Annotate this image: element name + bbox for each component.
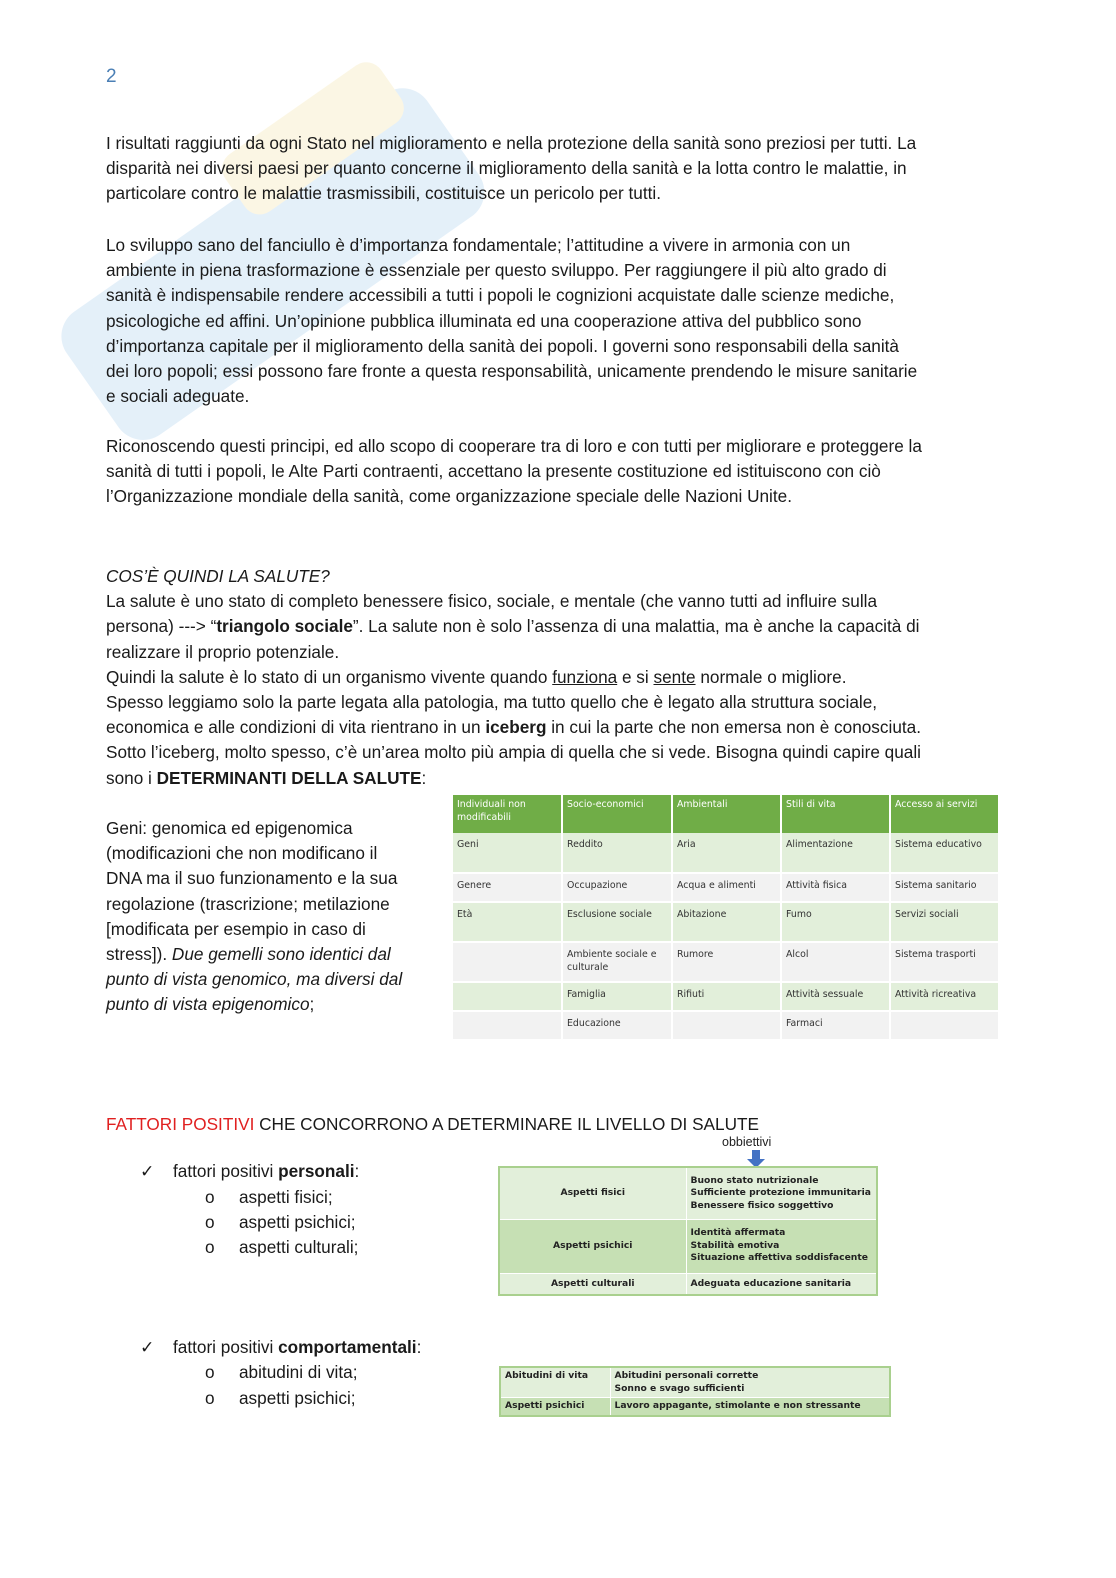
table-row	[499, 1219, 877, 1273]
checkmark-icon: ✓	[140, 1161, 155, 1181]
checkmark-icon: ✓	[140, 1337, 155, 1357]
table-row	[500, 1398, 890, 1416]
geni-text	[106, 816, 436, 1018]
table-row	[453, 873, 999, 902]
table-cell	[890, 1011, 999, 1040]
table-row	[500, 1367, 890, 1398]
table-cell: Genere	[453, 873, 562, 902]
table-cell: Farmaci	[781, 1011, 890, 1040]
table-cell	[453, 1011, 562, 1040]
table-header-cell: Accesso ai servizi	[890, 795, 999, 833]
table-cell: Aspetti fisici	[499, 1167, 686, 1219]
text-line: realizzare il proprio potenziale.	[106, 641, 340, 662]
table-cell: Adeguata educazione sanitaria	[686, 1273, 877, 1295]
page-number: 2	[106, 66, 117, 87]
text-line: particolare contro le malattie trasmissibili, costituisce un pericolo per tutti.	[106, 183, 662, 204]
bullet-icon: o	[205, 1388, 215, 1408]
text-line: dei loro popoli; essi possono fare fronte a questa responsabilità, unicamente prendendo le misure sanitarie	[106, 361, 918, 382]
text-line: sanità di tutti i popoli, le Alte Parti contraenti, accettano la presente costituzione ed istituiscono con ciò	[106, 461, 881, 482]
text-line: Quindi la salute è lo stato di un organismo vivente quando funziona e si sente normale o migliore.	[106, 666, 847, 687]
table-cell: Educazione	[562, 1011, 672, 1040]
text-line: La salute è uno stato di completo benessere fisico, sociale, e mentale (che vanno tutti ad influire sulla	[106, 591, 878, 612]
table-cell: Identità affermata Stabilità emotiva Situazione affettiva soddisfacente	[686, 1219, 877, 1273]
checklist-item-comportamentali: ✓ fattori positivi comportamentali:	[140, 1337, 422, 1357]
table-cell: Rifiuti	[672, 982, 781, 1011]
text-line: Spesso leggiamo solo la parte legata alla patologia, ma tutto quello che è legato alla struttura sociale,	[106, 692, 878, 713]
table-header-cell: Stili di vita	[781, 795, 890, 833]
table-cell: Abitudini personali corrette Sonno e svago sufficienti	[610, 1367, 890, 1398]
text-line: I risultati raggiunti da ogni Stato nel miglioramento e nella protezione della sanità sono preziosi per tutti. La	[106, 133, 917, 153]
table-cell: Abitudini di vita	[500, 1367, 610, 1398]
table-cell: Acqua e alimenti	[672, 873, 781, 902]
table-cell: Sistema educativo	[890, 833, 999, 873]
table-cell: Lavoro appagante, stimolante e non stressante	[610, 1398, 890, 1416]
text-line: Geni: genomica ed epigenomica	[106, 818, 353, 838]
determinants-table	[453, 795, 1000, 1041]
table-cell: Abitazione	[672, 902, 781, 942]
text-line: l’Organizzazione mondiale della sanità, come organizzazione speciale delle Nazioni Unite.	[106, 486, 792, 507]
paragraph-3	[106, 434, 1006, 510]
text-line: economica e alle condizioni di vita rientrano in un iceberg in cui la parte che non emersa non è conosciuta.	[106, 717, 921, 738]
table-cell: Attività sessuale	[781, 982, 890, 1011]
table-cell: Attività fisica	[781, 873, 890, 902]
table-header-cell: Socio-economici	[562, 795, 672, 833]
list-item: o abitudini di vita;	[205, 1362, 358, 1382]
obiettivi-label: obbiettivi	[722, 1135, 772, 1149]
table-cell	[672, 1011, 781, 1040]
text-line: e sociali adeguate.	[106, 386, 250, 407]
text-line: punto di vista epigenomico;	[106, 994, 315, 1015]
bullet-icon: o	[205, 1237, 215, 1257]
text-line: DNA ma il suo funzionamento e la sua	[106, 868, 398, 889]
table-row	[499, 1167, 877, 1219]
text-line: sono i DETERMINANTI DELLA SALUTE:	[106, 767, 427, 788]
table-cell: Famiglia	[562, 982, 672, 1011]
list-item: o aspetti psichici;	[205, 1212, 356, 1232]
list-item: o aspetti culturali;	[205, 1237, 359, 1257]
bullet-icon: o	[205, 1187, 215, 1207]
table-cell: Aspetti psichici	[499, 1219, 686, 1273]
table-cell: Aspetti culturali	[499, 1273, 686, 1295]
text-line: ambiente in piena trasformazione è essenziale per questo sviluppo. Per raggiungere il più alto grado di	[106, 260, 887, 281]
table-row	[453, 833, 999, 873]
checklist-item-personali: ✓ fattori positivi personali:	[140, 1161, 360, 1181]
text-line: (modificazioni che non modificano il	[106, 843, 378, 864]
text-line: disparità nei diversi paesi per quanto concerne il miglioramento della sanità e la lotta contro le malattie, in	[106, 158, 907, 179]
paragraph-1	[106, 131, 1006, 207]
table-cell: Buono stato nutrizionale Sufficiente protezione immunitaria Benessere fisico soggettivo	[686, 1167, 877, 1219]
table-cell: Rumore	[672, 942, 781, 982]
table-row	[453, 982, 999, 1011]
table-row	[453, 942, 999, 982]
table-cell	[453, 942, 562, 982]
table-header-cell: Individuali non modificabili	[453, 795, 562, 833]
salute-section	[106, 564, 1006, 791]
table-header-cell: Ambientali	[672, 795, 781, 833]
table-cell: Aspetti psichici	[500, 1398, 610, 1416]
table-cell: Ambiente sociale e culturale	[562, 942, 672, 982]
table-cell: Aria	[672, 833, 781, 873]
list-item: o aspetti psichici;	[205, 1388, 356, 1408]
text-line: Sotto l’iceberg, molto spesso, c’è un’area molto più ampia di quella che si vede. Bisogna quindi capire quali	[106, 742, 921, 763]
fattori-heading-red: FATTORI POSITIVI	[106, 1114, 255, 1134]
table-row	[453, 902, 999, 942]
bullet-icon: o	[205, 1212, 215, 1232]
behavior-factors-table	[499, 1366, 891, 1417]
table-cell: Esclusione sociale	[562, 902, 672, 942]
fattori-heading: FATTORI POSITIVI CHE CONCORRONO A DETERMINARE IL LIVELLO DI SALUTE	[106, 1114, 759, 1134]
text-line: Lo sviluppo sano del fanciullo è d’importanza fondamentale; l’attitudine a vivere in armonia con un	[106, 235, 851, 255]
personal-factors-table	[498, 1166, 878, 1296]
table-cell: Reddito	[562, 833, 672, 873]
text-line: Riconoscendo questi principi, ed allo scopo di cooperare tra di loro e con tutti per migliorare e proteggere la	[106, 436, 922, 456]
text-line: d’importanza capitale per il miglioramento della sanità dei popoli. I governi sono responsabili della sanità	[106, 335, 899, 356]
text-line: regolazione (trascrizione; metilazione	[106, 893, 390, 914]
text-line: [modificata per esempio in caso di	[106, 918, 366, 939]
list-item: o aspetti fisici;	[205, 1187, 333, 1207]
bullet-icon: o	[205, 1362, 215, 1382]
table-cell: Attività ricreativa	[890, 982, 999, 1011]
table-cell: Sistema trasporti	[890, 942, 999, 982]
section-heading: COS’È QUINDI LA SALUTE?	[106, 566, 330, 586]
text-line: punto di vista genomico, ma diversi dal	[106, 969, 403, 990]
text-line: stress]). Due gemelli sono identici dal	[106, 944, 391, 965]
table-cell: Occupazione	[562, 873, 672, 902]
table-cell: Fumo	[781, 902, 890, 942]
table-row	[453, 1011, 999, 1040]
table-header-row	[453, 795, 999, 833]
table-cell: Alimentazione	[781, 833, 890, 873]
table-cell	[453, 982, 562, 1011]
table-cell: Alcol	[781, 942, 890, 982]
table-cell: Servizi sociali	[890, 902, 999, 942]
text-line: persona) ---> “triangolo sociale”. La salute non è solo l’assenza di una malattia, ma è anche la capacità di	[106, 616, 920, 637]
table-cell: Età	[453, 902, 562, 942]
table-row	[499, 1273, 877, 1295]
text-line: sanità è indispensabile rendere accessibili a tutti i popoli le cognizioni acquistate dalle scienze mediche,	[106, 285, 895, 306]
paragraph-2	[106, 233, 1006, 409]
table-cell: Geni	[453, 833, 562, 873]
table-cell: Sistema sanitario	[890, 873, 999, 902]
text-line: psicologiche ed affini. Un’opinione pubblica illuminata ed una cooperazione attiva del pubblico sono	[106, 310, 862, 331]
